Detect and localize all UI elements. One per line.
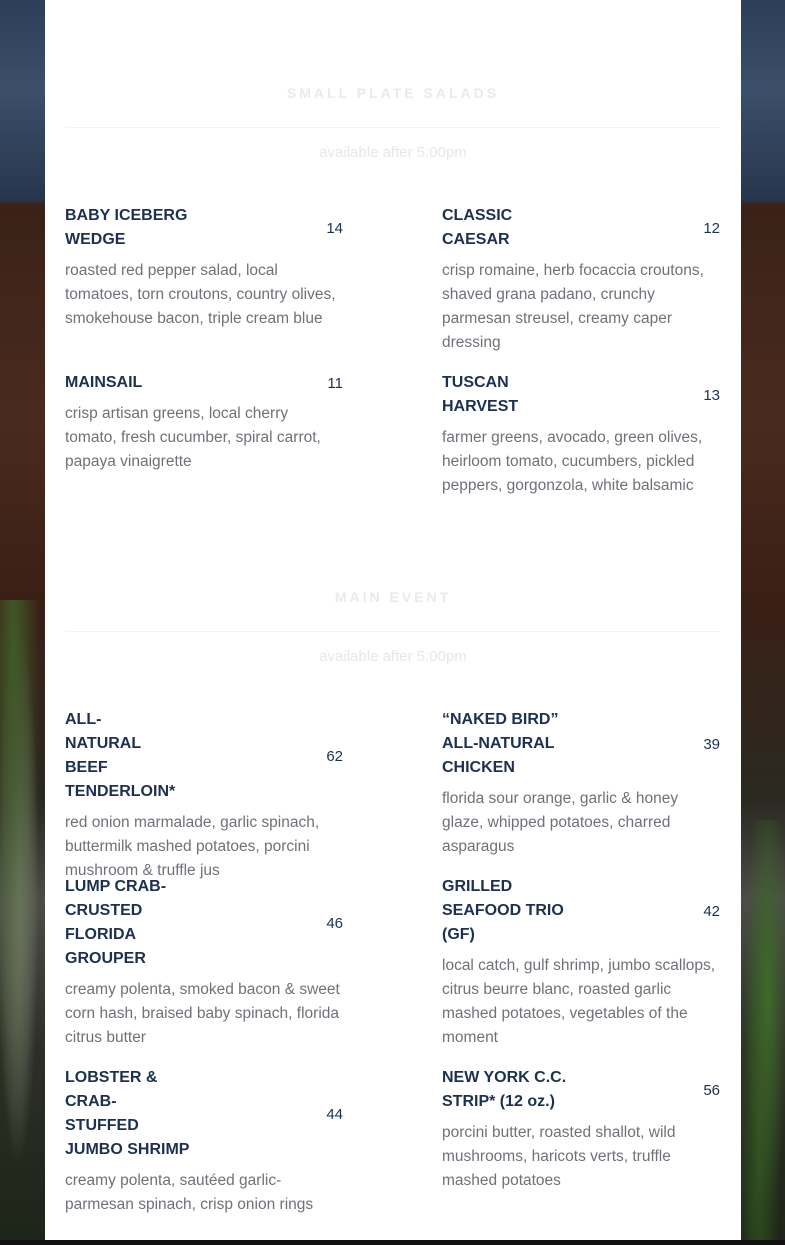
item-price: 44 [326,1105,343,1123]
item-name: TUSCAN HARVEST [442,374,519,415]
item-price: 42 [703,902,720,920]
item-name: LOBSTER & CRAB-STUFFED JUMBO SHRIMP [65,1069,190,1158]
section-divider [65,127,720,128]
menu-item [65,1066,343,1217]
item-name: GRILLED SEAFOOD TRIO (GF) [442,878,564,943]
menu-panel [45,0,741,1240]
menu-item [65,708,343,883]
item-price: 11 [327,374,343,392]
item-description: crisp artisan greens, local cherry tomato, fresh cucumber, spiral carrot, papaya vinaigrette [65,405,321,470]
menu-item [442,708,720,859]
item-name: MAINSAIL [65,374,143,391]
item-price: 39 [703,735,720,753]
item-description: roasted red pepper salad, local tomatoes, torn croutons, country olives, smokehouse bacon, triple cream blue [65,262,336,327]
background-foliage-left [0,600,45,1245]
item-price: 62 [326,747,343,765]
item-name: LUMP CRAB-CRUSTED FLORIDA GROUPER [65,878,167,967]
item-name: CLASSIC CAESAR [442,207,513,248]
item-description: creamy polenta, smoked bacon & sweet corn hash, braised baby spinach, florida citrus butter [65,981,340,1046]
item-price: 14 [326,219,343,237]
bottom-edge [0,1240,785,1245]
item-name: BABY ICEBERG WEDGE [65,207,188,248]
menu-item [442,875,720,1050]
item-description: creamy polenta, sautéed garlic-parmesan spinach, crisp onion rings [65,1172,314,1213]
item-description: crisp romaine, herb focaccia croutons, shaved grana padano, crunchy parmesan streusel, creamy caper dressing [442,262,704,351]
item-description: red onion marmalade, garlic spinach, buttermilk mashed potatoes, porcini mushroom & truffle jus [65,814,320,879]
item-price: 13 [703,386,720,404]
section-title-salads: SMALL PLATE SALADS [286,85,500,101]
item-description: local catch, gulf shrimp, jumbo scallops, citrus beurre blanc, roasted garlic mashed potatoes, vegetables of the moment [442,957,716,1046]
menu-item [65,371,343,474]
menu-item [442,371,720,498]
item-description: porcini butter, roasted shallot, wild mushrooms, haricots verts, truffle mashed potatoes [442,1124,676,1189]
item-price: 12 [703,219,720,237]
background-foliage-right [741,820,785,1245]
menu-item [65,204,343,331]
section-title-main: MAIN EVENT [334,589,452,605]
item-name: “NAKED BIRD” ALL-NATURAL CHICKEN [442,711,559,776]
item-name: NEW YORK C.C. STRIP* (12 oz.) [442,1069,567,1110]
menu-item [65,875,343,1050]
item-name: ALL-NATURAL BEEF TENDERLOIN* [65,711,176,800]
item-description: farmer greens, avocado, green olives, heirloom tomato, cucumbers, pickled peppers, gorgonzola, white balsamic [442,429,703,494]
section-availability: available after 5:00pm [319,648,467,665]
item-price: 56 [703,1081,720,1099]
menu-item [442,204,720,355]
menu-item [442,1066,720,1193]
item-description: florida sour orange, garlic & honey glaze, whipped potatoes, charred asparagus [442,790,679,855]
section-divider [65,631,720,632]
item-price: 46 [326,914,343,932]
section-availability: available after 5:00pm [319,144,467,161]
